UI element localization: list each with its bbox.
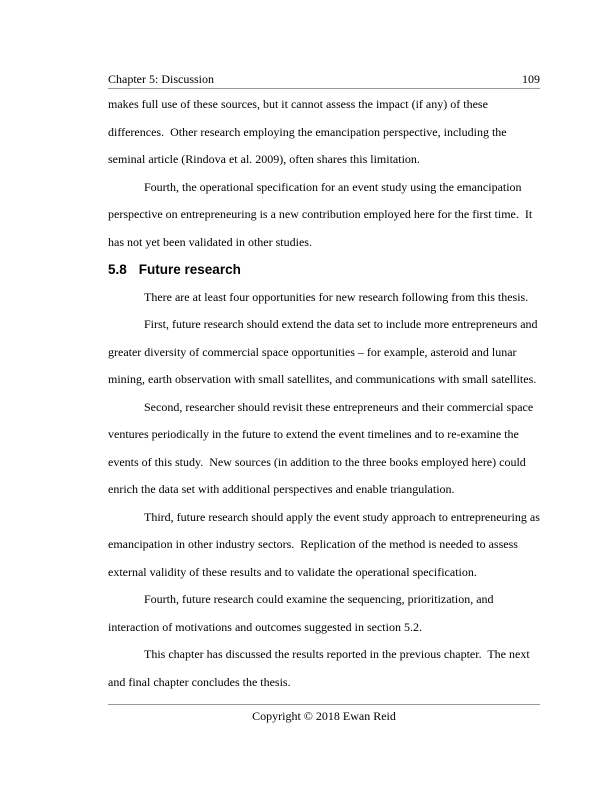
text-line: interaction of motivations and outcomes suggested in section 5.2. bbox=[108, 619, 422, 634]
text-line: seminal article (Rindova et al. 2009), often shares this limitation. bbox=[108, 152, 420, 166]
text-line: differences. Other research employing the emancipation perspective, including the bbox=[108, 124, 507, 139]
text-line: emancipation in other industry sectors. Replication of the method is needed to assess bbox=[108, 537, 518, 551]
page-body bbox=[108, 91, 541, 696]
text-line: This chapter has discussed the results reported in the previous chapter. The next bbox=[144, 647, 530, 661]
text-line: Fourth, future research could examine the sequencing, prioritization, and bbox=[144, 592, 494, 606]
header-divider bbox=[108, 88, 540, 89]
text-line: enrich the data set with additional perspectives and enable triangulation. bbox=[108, 482, 455, 496]
chapter-title: Chapter 5: Discussion bbox=[108, 72, 214, 86]
footer-divider bbox=[108, 704, 540, 705]
text-line: and final chapter concludes the thesis. bbox=[108, 674, 291, 689]
text-line: has not yet been validated in other studies. bbox=[108, 234, 312, 249]
page-number: 109 bbox=[522, 72, 540, 86]
text-line: ventures periodically in the future to extend the event timelines and to re-examine the bbox=[108, 427, 519, 441]
text-line: greater diversity of commercial space opportunities – for example, asteroid and lunar bbox=[108, 344, 517, 359]
text-line: makes full use of these sources, but it cannot assess the impact (if any) of these bbox=[108, 97, 488, 111]
copyright-notice: Copyright © 2018 Ewan Reid bbox=[252, 709, 396, 723]
text-line: First, future research should extend the data set to include more entrepreneurs and bbox=[144, 317, 538, 331]
text-line: Third, future research should apply the event study approach to entrepreneuring as bbox=[144, 509, 540, 524]
section-number: 5.8 bbox=[108, 262, 127, 277]
text-line: external validity of these results and to validate the operational specification. bbox=[108, 564, 477, 579]
text-line: events of this study. New sources (in addition to the three books employed here) could bbox=[108, 454, 526, 469]
section-heading bbox=[108, 256, 541, 284]
section-title: Future research bbox=[138, 262, 241, 277]
text-line: There are at least four opportunities for new research following from this thesis. bbox=[144, 289, 529, 304]
running-header bbox=[108, 71, 540, 87]
text-line: mining, earth observation with small satellites, and communications with small satellites. bbox=[108, 372, 537, 386]
text-line: Second, researcher should revisit these entrepreneurs and their commercial space bbox=[144, 399, 534, 414]
text-line: Fourth, the operational specification for an event study using the emancipation bbox=[144, 179, 522, 194]
text-line: perspective on entrepreneuring is a new contribution employed here for the first time. It bbox=[108, 207, 533, 221]
